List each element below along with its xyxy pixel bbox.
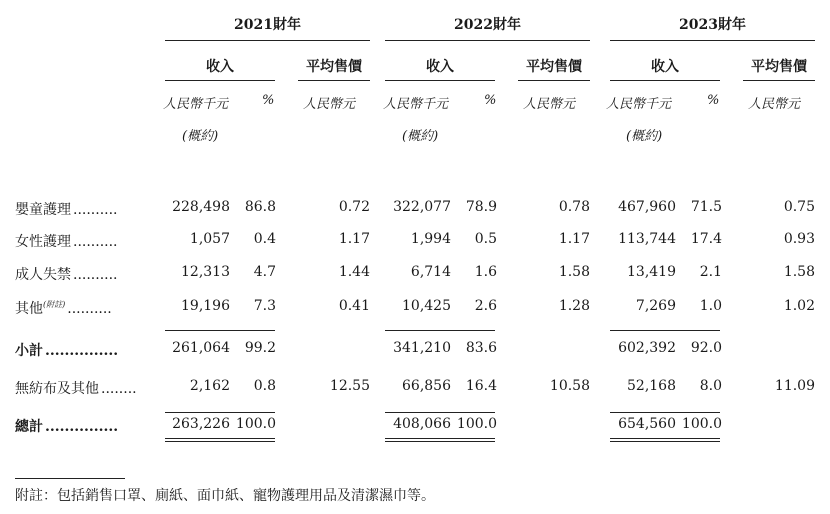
cell-revenue-2022: 322,077: [393, 199, 451, 215]
cell-asp-2021: 0.41: [338, 298, 370, 314]
row-label-text: 成人失禁: [15, 267, 71, 283]
cell-revenue-2021: 2,162: [189, 378, 230, 394]
total-topline-2023: [610, 412, 720, 413]
cell-revenue-2023: 52,168: [627, 378, 676, 394]
cell-pct-2022: 0.5: [474, 231, 497, 247]
cell-revenue-2022: 1,994: [410, 231, 451, 247]
row-label: [15, 231, 118, 251]
unit-rmb-2023: 人民幣元: [748, 97, 801, 112]
cell-revenue-2021: 261,064: [172, 340, 230, 356]
year-header-2023: 2023財年: [679, 17, 746, 33]
unit-approx-2022: (概約): [402, 129, 439, 144]
leader-dots: ...............: [45, 419, 119, 435]
cell-pct-2023: 2.1: [699, 264, 722, 280]
cell-pct-2023: 8.0: [699, 378, 722, 394]
cell-pct-2023: 92.0: [690, 340, 722, 356]
cell-asp-2021: 1.17: [338, 231, 370, 247]
cell-asp-2023: 11.09: [774, 378, 815, 394]
row-label-text: 總計: [15, 419, 43, 435]
total-topline-2021: [165, 412, 275, 413]
footnote-rule: [15, 478, 125, 479]
cell-pct-2021: 7.3: [253, 298, 276, 314]
leader-dots: ...............: [45, 343, 119, 359]
cell-pct-2021: 0.4: [253, 231, 276, 247]
cell-revenue-2022: 408,066: [393, 416, 451, 432]
leader-dots: ..........: [73, 267, 118, 283]
cell-asp-2023: 1.02: [783, 298, 815, 314]
cell-revenue-2021: 19,196: [181, 298, 230, 314]
row-label-text: 女性護理: [15, 234, 71, 250]
cell-revenue-2022: 10,425: [402, 298, 451, 314]
row-label: [15, 264, 118, 284]
asp-underline-2022: [518, 80, 590, 81]
revenue-underline-2021: [165, 80, 275, 81]
row-label: [15, 199, 118, 219]
cell-pct-2021: 4.7: [253, 264, 276, 280]
cell-asp-2022: 1.17: [558, 231, 590, 247]
year-underline-2021: [165, 40, 370, 41]
row-label: [15, 416, 118, 436]
cell-pct-2021: 0.8: [253, 378, 276, 394]
unit-approx-2021: (概約): [182, 129, 219, 144]
revenue-header-2022: 收入: [426, 59, 454, 75]
unit-rmb-thousand-2021: 人民幣千元: [163, 97, 229, 112]
year-header-2022: 2022財年: [454, 17, 521, 33]
leader-dots: ..........: [67, 301, 112, 317]
cell-asp-2022: 1.28: [558, 298, 590, 314]
revenue-header-2021: 收入: [206, 59, 234, 75]
cell-pct-2022: 100.0: [456, 416, 497, 432]
unit-rmb-thousand-2023: 人民幣千元: [606, 97, 672, 112]
revenue-underline-2023: [610, 80, 720, 81]
cell-revenue-2023: 113,744: [618, 231, 676, 247]
cell-asp-2023: 1.58: [783, 264, 815, 280]
unit-rmb-2021: 人民幣元: [303, 97, 356, 112]
cell-revenue-2021: 263,226: [172, 416, 230, 432]
cell-revenue-2021: 1,057: [189, 231, 230, 247]
unit-percent-2022: %: [484, 93, 497, 108]
cell-pct-2022: 83.6: [465, 340, 497, 356]
cell-pct-2023: 1.0: [699, 298, 722, 314]
footnote-text: 附註：包括銷售口罩、廁紙、面巾紙、寵物護理用品及清潔濕巾等。: [15, 488, 435, 504]
total-doubleline-2021: [165, 438, 275, 442]
cell-asp-2022: 1.58: [558, 264, 590, 280]
leader-dots: ..........: [73, 234, 118, 250]
cell-asp-2021: 1.44: [338, 264, 370, 280]
cell-revenue-2023: 654,560: [618, 416, 676, 432]
asp-underline-2021: [298, 80, 370, 81]
revenue-underline-2022: [385, 80, 495, 81]
subtotal-topline-2021: [165, 330, 275, 331]
cell-pct-2023: 17.4: [690, 231, 722, 247]
year-underline-2022: [385, 40, 590, 41]
subtotal-topline-2023: [610, 330, 720, 331]
cell-asp-2021: 12.55: [329, 378, 370, 394]
asp-underline-2023: [743, 80, 815, 81]
cell-revenue-2023: 602,392: [618, 340, 676, 356]
cell-revenue-2021: 12,313: [181, 264, 230, 280]
cell-asp-2023: 0.75: [783, 199, 815, 215]
asp-header-2023: 平均售價: [751, 59, 807, 75]
cell-pct-2023: 100.0: [681, 416, 722, 432]
cell-pct-2021: 99.2: [244, 340, 276, 356]
row-label-text: 小計: [15, 343, 43, 359]
row-label-text: 無紡布及其他: [15, 381, 99, 397]
row-label-text: 其他: [15, 301, 43, 317]
row-label-text: 嬰童護理: [15, 202, 71, 218]
cell-asp-2022: 10.58: [549, 378, 590, 394]
row-label: [15, 378, 137, 398]
cell-asp-2023: 0.93: [783, 231, 815, 247]
cell-revenue-2022: 66,856: [402, 378, 451, 394]
year-header-2021: 2021財年: [234, 17, 301, 33]
unit-percent-2023: %: [707, 93, 720, 108]
row-label: [15, 298, 112, 318]
unit-percent-2021: %: [262, 93, 275, 108]
unit-approx-2023: (概約): [626, 129, 663, 144]
subtotal-topline-2022: [385, 330, 495, 331]
cell-revenue-2023: 7,269: [635, 298, 676, 314]
asp-header-2022: 平均售價: [526, 59, 582, 75]
cell-revenue-2023: 467,960: [618, 199, 676, 215]
cell-revenue-2023: 13,419: [627, 264, 676, 280]
cell-revenue-2022: 341,210: [393, 340, 451, 356]
cell-asp-2021: 0.72: [338, 199, 370, 215]
cell-pct-2022: 2.6: [474, 298, 497, 314]
leader-dots: ........: [101, 381, 137, 397]
cell-pct-2023: 71.5: [690, 199, 722, 215]
cell-pct-2021: 100.0: [235, 416, 276, 432]
cell-revenue-2022: 6,714: [410, 264, 451, 280]
cell-asp-2022: 0.78: [558, 199, 590, 215]
total-doubleline-2023: [610, 438, 720, 442]
row-note-marker: (附註): [43, 300, 66, 309]
cell-pct-2022: 1.6: [474, 264, 497, 280]
cell-pct-2022: 16.4: [465, 378, 497, 394]
asp-header-2021: 平均售價: [306, 59, 362, 75]
cell-revenue-2021: 228,498: [172, 199, 230, 215]
year-underline-2023: [610, 40, 815, 41]
leader-dots: ..........: [73, 202, 118, 218]
revenue-header-2023: 收入: [651, 59, 679, 75]
total-topline-2022: [385, 412, 495, 413]
unit-rmb-thousand-2022: 人民幣千元: [383, 97, 449, 112]
cell-pct-2021: 86.8: [244, 199, 276, 215]
total-doubleline-2022: [385, 438, 495, 442]
row-label: [15, 340, 118, 360]
unit-rmb-2022: 人民幣元: [523, 97, 576, 112]
cell-pct-2022: 78.9: [465, 199, 497, 215]
